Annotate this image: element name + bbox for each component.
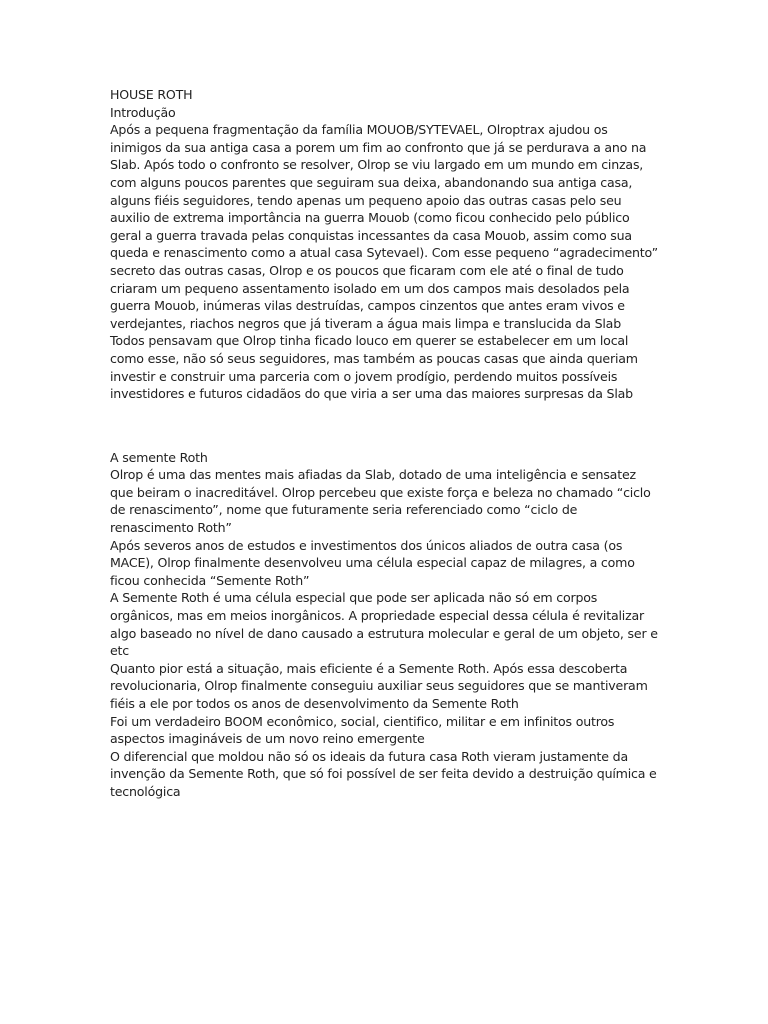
paragraph: Quanto pior está a situação, mais eficiente é a Semente Roth. Após essa descoberta revolucionaria, Olrop finalmente conseguiu auxiliar seus seguidores que se mantiveram fiéis a ele por todos os anos de desenvolvimento da Semente Roth [110, 660, 648, 711]
paragraph: Após a pequena fragmentação da família MOUOB/SYTEVAEL, Olroptrax ajudou os inimigos da sua antiga casa a porem um fim ao confronto que já se perdurava a ano na Slab. Após todo o confronto se resolver, Olrop se viu largado em um mundo em cinzas, com alguns poucos parentes que seguiram sua deixa, abandonando sua antiga casa, alguns fiéis seguidores, tendo apenas um pequeno apoio das outras casas pelo seu auxilio de extrema importância na guerra Mouob (como ficou conhecido pelo público geral a guerra travada pelas conquistas incessantes da casa Mouob, assim como sua queda e renascimento como a atual casa Sytevael). Com esse pequeno “agradecimento” secreto das outras casas, Olrop e os poucos que ficaram com ele até o final de tudo criaram um pequeno assentamento isolado em um dos campos mais desolados pela guerra Mouob, inúmeras vilas destruídas, campos cinzentos que antes eram vivos e verdejantes, riachos negros que já tiveram a água mais limpa e translucida da Slab [110, 122, 658, 331]
document-body [110, 86, 658, 801]
document-title: HOUSE ROTH [110, 87, 193, 102]
paragraph: A Semente Roth é uma célula especial que pode ser aplicada não só em corpos orgânicos, mas em meios inorgânicos. A propriedade especial dessa célula é revitalizar algo baseado no nível de dano causado a estrutura molecular e geral de um objeto, ser e etc [110, 590, 658, 659]
paragraph: Foi um verdadeiro BOOM econômico, social, cientifico, militar e em infinitos outros aspectos imagináveis de um novo reino emergente [110, 713, 615, 747]
paragraph: O diferencial que moldou não só os ideais da futura casa Roth vieram justamente da invenção da Semente Roth, que só foi possível de ser feita devido a destruição química e tecnológica [110, 748, 657, 799]
paragraph: Olrop é uma das mentes mais afiadas da Slab, dotado de uma inteligência e sensatez que beiram o inacreditável. Olrop percebeu que existe força e beleza no chamado “ciclo de renascimento”, nome que futuramente seria referenciado como “ciclo de renascimento Roth” [110, 467, 651, 536]
paragraph: Após severos anos de estudos e investimentos dos únicos aliados de outra casa (os MACE), Olrop finalmente desenvolveu uma célula especial capaz de milagres, a como ficou conhecida “Semente Roth” [110, 537, 635, 588]
blank-space [110, 403, 658, 449]
section-heading-introducao: Introdução [110, 104, 176, 120]
paragraph: Todos pensavam que Olrop tinha ficado louco em querer se estabelecer em um local como esse, não só seus seguidores, mas também as poucas casas que ainda queriam investir e construir uma parceria com o jovem prodígio, perdendo muitos possíveis investidores e futuros cidadãos do que viria a ser uma das maiores surpresas da Slab [110, 333, 638, 402]
section-heading-semente-roth: A semente Roth [110, 449, 208, 465]
